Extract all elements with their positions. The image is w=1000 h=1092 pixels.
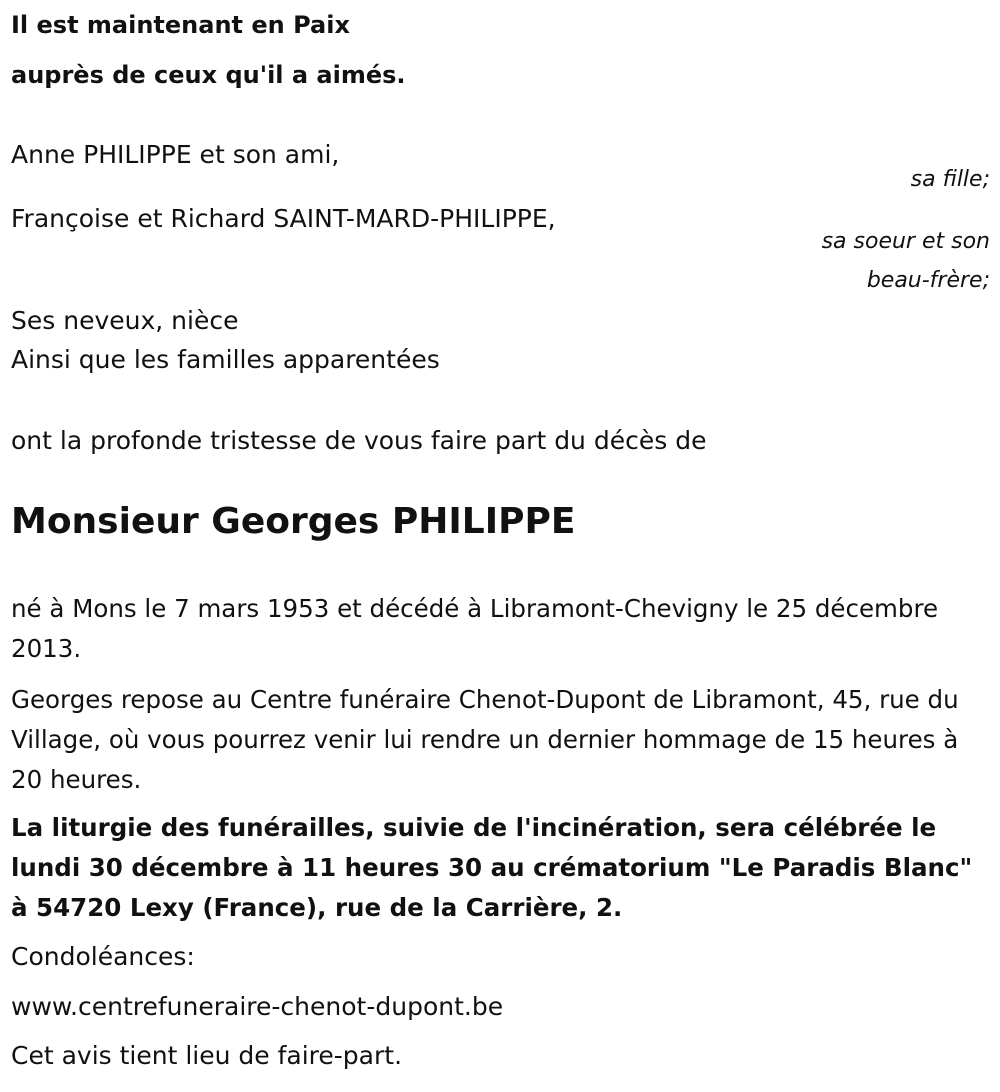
- deceased-name: Monsieur Georges PHILIPPE: [11, 501, 576, 542]
- birth-death-paragraph: né à Mons le 7 mars 1953 et décédé à Libramont-Chevigny le 25 décembre 2013.: [11, 594, 939, 663]
- viewing-paragraph: Georges repose au Centre funéraire Chenot-Dupont de Libramont, 45, rue du Village, où vous pourrez venir lui rendre un dernier hommage de 15 heures à 20 heures.: [11, 685, 959, 794]
- announcement: ont la profonde tristesse de vous faire part du décès de: [11, 426, 707, 455]
- family-member-relation: sa fille;: [910, 167, 990, 192]
- intro-line-1: Il est maintenant en Paix: [11, 11, 350, 39]
- closing-line: Cet avis tient lieu de faire-part.: [11, 1041, 403, 1070]
- others-line-1: Ses neveux, nièce: [11, 306, 239, 335]
- family-member-relation: sa soeur et son: [821, 229, 990, 254]
- intro-line-2: auprès de ceux qu'il a aimés.: [11, 61, 406, 89]
- condolences-label: Condoléances:: [11, 942, 195, 971]
- family-member-name: Françoise et Richard SAINT-MARD-PHILIPPE,: [11, 204, 556, 233]
- condolences-website: www.centrefuneraire-chenot-dupont.be: [11, 992, 504, 1021]
- others-line-2: Ainsi que les familles apparentées: [11, 345, 440, 374]
- family-member-name: Anne PHILIPPE et son ami,: [11, 140, 340, 169]
- family-member-relation: beau-frère;: [866, 268, 990, 293]
- ceremony-paragraph: La liturgie des funérailles, suivie de l'incinération, sera célébrée le lundi 30 décembre à 11 heures 30 au crématorium "Le Paradis Blanc" à 54720 Lexy (France), rue de la Carrière, 2.: [11, 813, 973, 922]
